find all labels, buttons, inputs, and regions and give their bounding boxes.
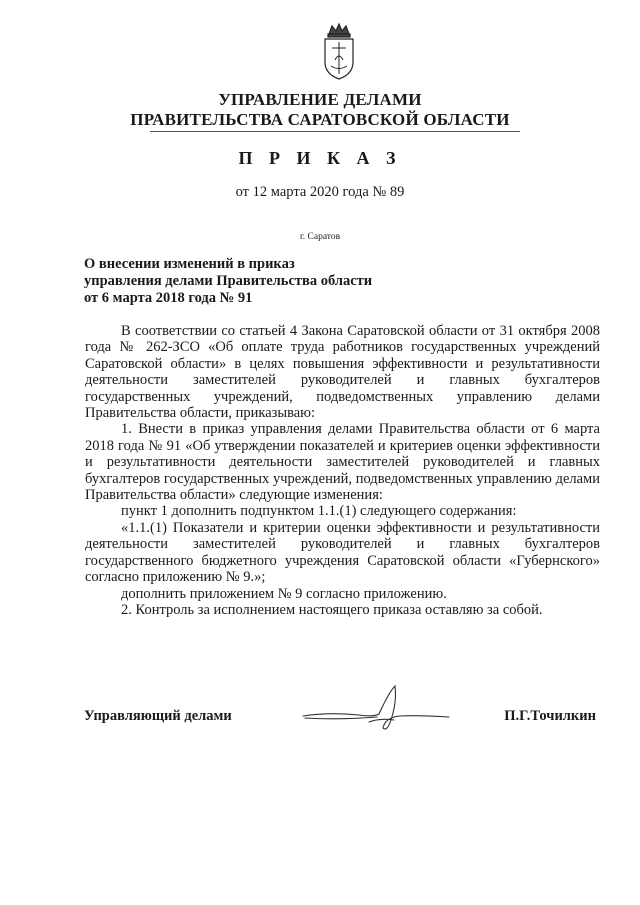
signer-name: П.Г.Точилкин bbox=[504, 708, 596, 724]
signer-role: Управляющий делами bbox=[84, 708, 232, 724]
appendix-paragraph: дополнить приложением № 9 согласно приложению. bbox=[121, 585, 447, 602]
signature-block bbox=[84, 704, 596, 734]
order-body bbox=[85, 323, 600, 618]
org-name-line1: УПРАВЛЕНИЕ ДЕЛАМИ bbox=[218, 90, 422, 109]
order-title: П Р И К А З bbox=[238, 148, 402, 168]
preamble-paragraph: В соответствии со статьей 4 Закона Саратовской области от 31 октября 2008 года № 262-ЗСО «Об оплате труда работников государственных учреждений Саратовской области» в целях повышения эффективности и результативности деятельности заместителей руководителей и главных бухгалтеров государственных учреждений, подведомственных управлению делами Правительства области, приказываю: bbox=[85, 323, 600, 422]
handwritten-signature bbox=[299, 682, 459, 742]
org-name-line2: ПРАВИТЕЛЬСТВА САРАТОВСКОЙ ОБЛАСТИ bbox=[130, 110, 510, 129]
subject-line1: О внесении изменений в приказ bbox=[84, 256, 295, 272]
order-subject bbox=[84, 256, 372, 307]
item-1-paragraph: 1. Внести в приказ управления делами Правительства области от 6 марта 2018 года № 91 «Об утверждении показателей и критериев оценки эффективности и результативности деятельности заместителей руководителей и главных бухгалтеров государственных учреждений, подведомственных управлению делами Правительства области» следующие изменения: bbox=[85, 421, 600, 504]
amendment-intro: пункт 1 дополнить подпунктом 1.1.(1) следующего содержания: bbox=[121, 503, 517, 520]
order-city: г. Саратов bbox=[299, 232, 341, 242]
amendment-text: «1.1.(1) Показатели и критерии оценки эффективности и результативности деятельности заместителей руководителей и главных бухгалтеров государственного бюджетного учреждения Саратовской области «Губернского» согласно приложению № 9.»; bbox=[85, 519, 600, 586]
subject-line3: от 6 марта 2018 года № 91 bbox=[84, 290, 253, 306]
order-date: от 12 марта 2020 года № 89 bbox=[235, 184, 405, 200]
header-divider bbox=[150, 131, 520, 132]
subject-line2: управления делами Правительства области bbox=[84, 273, 373, 289]
item-2-paragraph: 2. Контроль за исполнением настоящего приказа оставляю за собой. bbox=[121, 601, 543, 618]
coat-of-arms-icon bbox=[316, 22, 362, 82]
